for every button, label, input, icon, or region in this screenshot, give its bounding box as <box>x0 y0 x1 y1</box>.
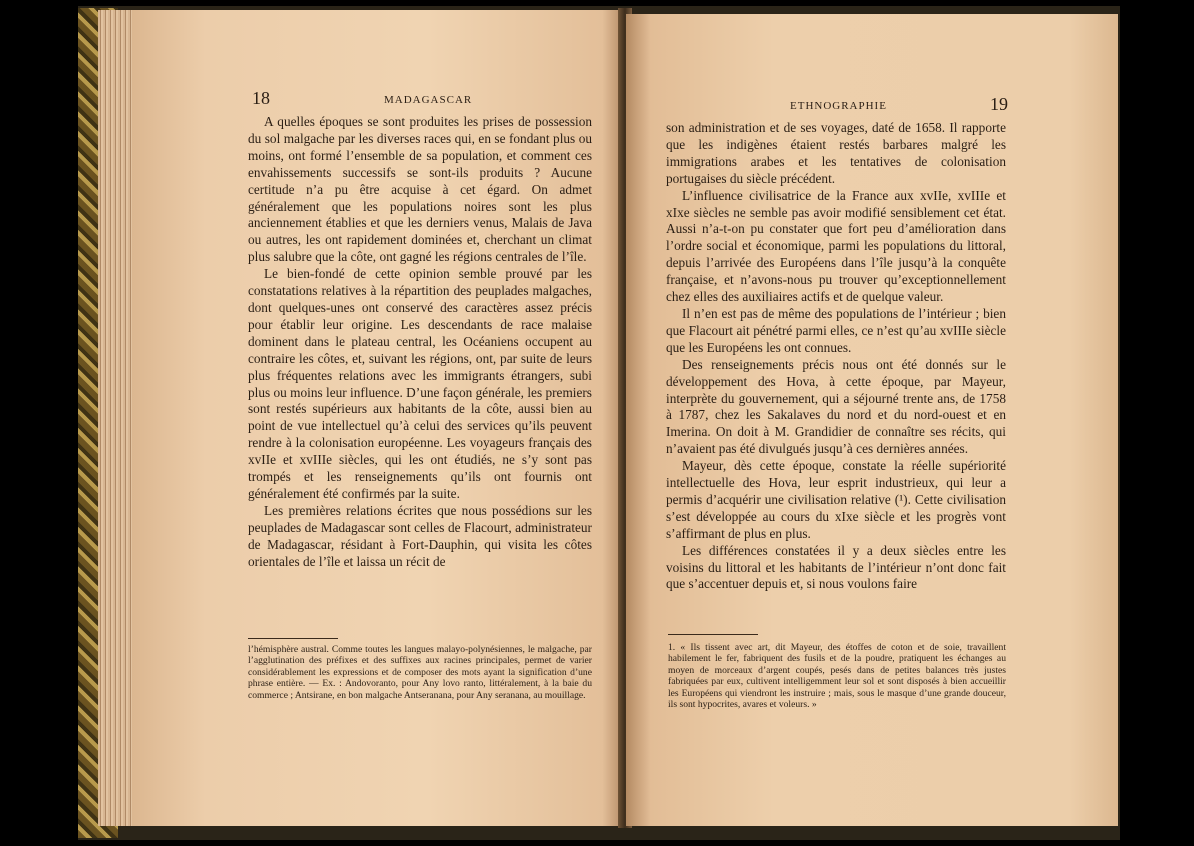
paragraph: son administration et de ses voyages, daté de 1658. Il rapporte que les indigènes étaient restés barbares malgré les immigrations arabes et les tentatives de colonisation portugaises du siècle précédent. <box>666 120 1006 186</box>
running-head: ETHNOGRAPHIE <box>790 100 887 112</box>
paragraph: Les différences constatées il y a deux siècles entre les voisins du littoral et les habitants de l’intérieur n’ont donc fait que s’accentuer depuis et, si nous voulons faire <box>666 542 1006 592</box>
footnote-rule <box>248 638 338 639</box>
page-number: 18 <box>252 88 270 108</box>
running-head: MADAGASCAR <box>384 94 473 106</box>
body-text <box>248 114 592 570</box>
footnote <box>248 644 592 701</box>
paragraph: Mayeur, dès cette époque, constate la réelle supériorité intellectuelle des Hova, leur esprit industrieux, qui leur a permis d’acquérir une civilisation relative (¹). Cette civilisation s’est développée au cours du xIxe siècle et les progrès vont s’affirmant de plus en plus. <box>666 458 1006 541</box>
paragraph: Des renseignements précis nous ont été donnés sur le développement des Hova, à cette époque, par Mayeur, interprète du gouvernement, qui a séjourné trente ans, de 1758 à 1787, chez les Sakalaves du nord et du nord-ouest et en Imerina. On doit à M. Grandidier de connaître ses récits, qui n’avaient pas été divulgués jusqu’à ces dernières années. <box>666 356 1006 457</box>
paragraph: Les premières relations écrites que nous possédions sur les peuplades de Madagascar sont celles de Flacourt, administrateur de Madagascar, résidant à Fort-Dauphin, qui visita les côtes orientales de l’île et laissa un récit de <box>248 502 592 569</box>
footnote-text: l’hémisphère austral. Comme toutes les langues malayo-polynésiennes, le malgache, par l’agglutination des préfixes et des suffixes aux racines principales, permet de varier considérablement les expressions et de composer des mots ayant la signification d’une phrase entière. — Ex. : Andovoranto, pour Any lovo ranto, littéralement, à la baie du commerce ; Antsirane, en bon malgache Antseranana, pour Any seranana, au mouillage. <box>248 644 592 701</box>
left-page <box>132 10 622 826</box>
right-page <box>626 14 1118 826</box>
footnote <box>668 642 1006 710</box>
paragraph: Il n’en est pas de même des populations de l’intérieur ; bien que Flacourt ait pénétré parmi elles, ce n’est qu’au xvIIIe siècle que les Européens les ont connues. <box>666 305 1006 355</box>
paragraph: Le bien-fondé de cette opinion semble prouvé par les constatations relatives à la répartition des peuplades malgaches, dont quelques-unes ont conservé des caractères assez précis pour établir leur origine. Les descendants de race malaise dominent dans le plateau central, les Océaniens occupent au contraire les côtes, et, suivant les régions, ont, par suite de leurs plus fréquentes relations avec les immigrants étrangers, subi plus ou moins leur influence. D’une façon générale, les premiers sont restés supérieurs aux habitants de la côte, aussi bien au point de vue intellectuel qu’à celui des services qu’ils peuvent rendre à la colonisation européenne. Les voyageurs français des xvIIe et xvIIIe siècles, qui les ont étudiés, ne s’y sont pas trompés et les renseignements qu’ils ont fournis ont généralement été confirmés par la suite. <box>248 266 592 501</box>
page-number: 19 <box>990 94 1008 114</box>
paragraph: L’influence civilisatrice de la France aux xvIIe, xvIIIe et xIxe siècles ne semble pas avoir modifié sensiblement cet état. Aussi n’a-t-on pu constater que fort peu d’amélioration dans l’ordre social et économique, parmi les populations du littoral, depuis l’arrivée des Européens dans l’île jusqu’à la conquête française, et n’avons-nous pu trouver qu’exceptionnellement chez elles des auxiliaires actifs et de quelque valeur. <box>666 187 1006 305</box>
footnote-text: 1. « Ils tissent avec art, dit Mayeur, des étoffes de coton et de soie, travaillent habilement le fer, fabriquent des fusils et de la poudre, pratiquent les échanges au moyen de morceaux d’argent coupés, pesés dans de petites balances très justes fabriquées par eux, cultivent intelligemment leur sol et sont disposés à bien accueillir les Européens qui viendront les instruire ; mais, sous le masque d’une grande douceur, ils sont hypocrites, avares et voleurs. » <box>668 642 1006 711</box>
paragraph: A quelles époques se sont produites les prises de possession du sol malgache par les diverses races qui, en se fondant plus ou moins, ont formé l’ensemble de sa population, et comment ces envahissements successifs se sont-ils produits ? Aucune certitude n’a pu être acquise à cet égard. On admet généralement que les populations noires sont les plus anciennement établies et que les derniers venus, Malais de Java ou autres, les ont rapidement dominées et, cherchant un climat plus salubre que la côte, ont gagné les régions centrales de l’île. <box>248 114 592 265</box>
body-text <box>666 120 1006 593</box>
footnote-rule <box>668 634 758 635</box>
